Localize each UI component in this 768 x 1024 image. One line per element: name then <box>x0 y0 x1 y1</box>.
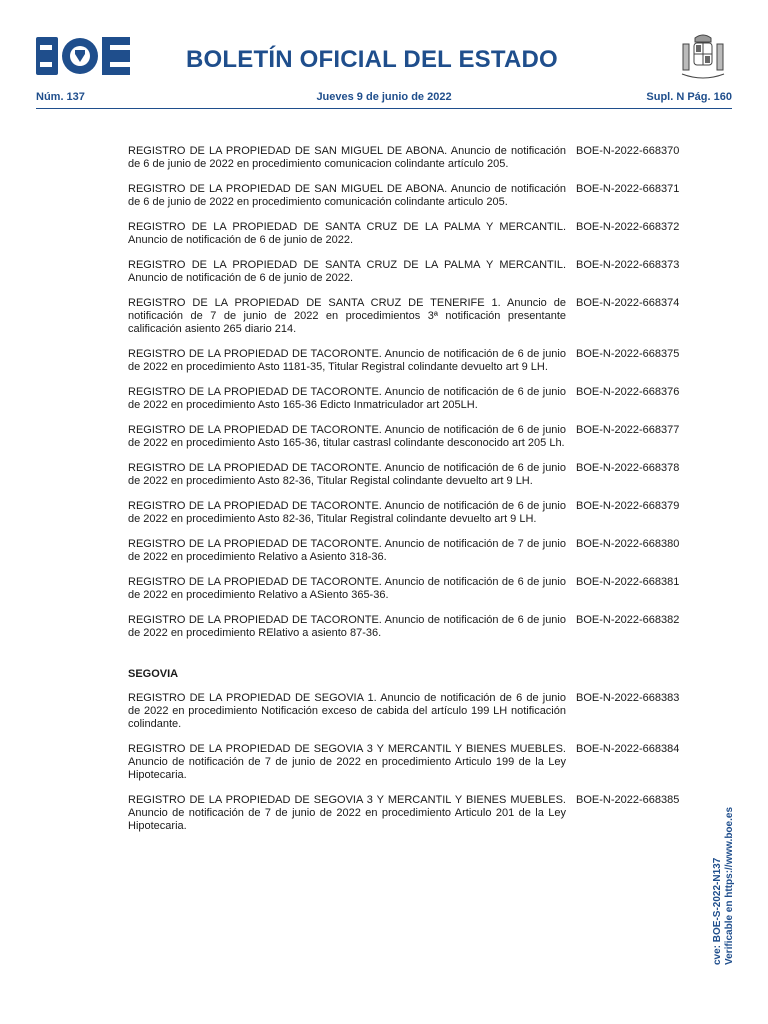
section-heading: SEGOVIA <box>128 668 179 680</box>
list-item <box>128 500 690 526</box>
list-item <box>128 424 690 450</box>
entry-reference-link[interactable]: BOE-N-2022-668385 <box>576 794 680 806</box>
list-item <box>128 538 690 564</box>
list-item <box>128 183 690 209</box>
verification-link[interactable]: Verificable en https://www.boe.es <box>724 806 735 965</box>
entry-text: REGISTRO DE LA PROPIEDAD DE TACORONTE. Anuncio de notificación de 7 de junio de 2022 en procedimiento Relativo a Asiento 318-36. <box>128 538 566 563</box>
entry-text: REGISTRO DE LA PROPIEDAD DE SEGOVIA 3 Y MERCANTIL Y BIENES MUEBLES. Anuncio de notificación de 7 de junio de 2022 en procedimiento Articulo 201 de la Ley Hipotecaria. <box>128 794 566 832</box>
page-header <box>0 0 768 120</box>
entry-reference-link[interactable]: BOE-N-2022-668374 <box>576 297 680 309</box>
list-item <box>128 614 690 640</box>
verification-sidebar <box>712 807 736 965</box>
entry-reference-link[interactable]: BOE-N-2022-668371 <box>576 183 680 195</box>
entry-reference-link[interactable]: BOE-N-2022-668378 <box>576 462 680 474</box>
page-title: BOLETÍN OFICIAL DEL ESTADO <box>186 46 558 73</box>
entry-reference-link[interactable]: BOE-N-2022-668372 <box>576 221 680 233</box>
entry-text: REGISTRO DE LA PROPIEDAD DE SANTA CRUZ DE LA PALMA Y MERCANTIL. Anuncio de notificación de 6 de junio de 2022. <box>128 221 566 246</box>
header-meta <box>36 91 732 107</box>
entry-text: REGISTRO DE LA PROPIEDAD DE SEGOVIA 3 Y MERCANTIL Y BIENES MUEBLES. Anuncio de notificación de 7 de junio de 2022 en procedimiento Articulo 199 de la Ley Hipotecaria. <box>128 743 566 781</box>
entry-reference-link[interactable]: BOE-N-2022-668382 <box>576 614 680 626</box>
list-item <box>128 348 690 374</box>
entry-text: REGISTRO DE LA PROPIEDAD DE SAN MIGUEL DE ABONA. Anuncio de notificación de 6 de junio de 2022 en procedimiento comunicacion colindante artículo 205. <box>128 145 566 170</box>
list-item <box>128 221 690 247</box>
list-item <box>128 462 690 488</box>
entry-reference-link[interactable]: BOE-N-2022-668384 <box>576 743 680 755</box>
issue-number: Núm. 137 <box>36 91 85 103</box>
entry-text: REGISTRO DE LA PROPIEDAD DE TACORONTE. Anuncio de notificación de 6 de junio de 2022 en procedimiento Asto 165-36 Edicto Inmatriculador art 205LH. <box>128 386 566 411</box>
entry-reference-link[interactable]: BOE-N-2022-668375 <box>576 348 680 360</box>
list-item <box>128 259 690 285</box>
entry-text: REGISTRO DE LA PROPIEDAD DE TACORONTE. Anuncio de notificación de 6 de junio de 2022 en procedimiento Asto 165-36, titular castrasl colindante desconocido art 205 Lh. <box>128 424 566 449</box>
entry-text: REGISTRO DE LA PROPIEDAD DE TACORONTE. Anuncio de notificación de 6 de junio de 2022 en procedimiento Asto 82-36, Titular Registal colindante devuelto art 9 LH. <box>128 462 566 487</box>
entry-text: REGISTRO DE LA PROPIEDAD DE SANTA CRUZ DE TENERIFE 1. Anuncio de notificación de 7 de junio de 2022 en procedimientos 3ª notificación presentante calificación asiento 265 diario 214. <box>128 297 566 335</box>
cve-code: cve: BOE-S-2022-N137 <box>712 857 723 965</box>
entry-reference-link[interactable]: BOE-N-2022-668383 <box>576 692 680 704</box>
entry-text: REGISTRO DE LA PROPIEDAD DE SAN MIGUEL DE ABONA. Anuncio de notificación de 6 de junio de 2022 en procedimiento comunicación colindante articulo 205. <box>128 183 566 208</box>
entry-text: REGISTRO DE LA PROPIEDAD DE TACORONTE. Anuncio de notificación de 6 de junio de 2022 en procedimiento Relativo a ASiento 365-36. <box>128 576 566 601</box>
page-number: Supl. N Pág. 160 <box>646 91 732 103</box>
entry-reference-link[interactable]: BOE-N-2022-668376 <box>576 386 680 398</box>
entry-text: REGISTRO DE LA PROPIEDAD DE TACORONTE. Anuncio de notificación de 6 de junio de 2022 en procedimiento Asto 82-36, Titular Registral colindante devuelto art 9 LH. <box>128 500 566 525</box>
list-item <box>128 743 690 782</box>
coat-of-arms-icon <box>678 30 728 80</box>
list-item <box>128 794 690 833</box>
entry-reference-link[interactable]: BOE-N-2022-668370 <box>576 145 680 157</box>
list-item <box>128 576 690 602</box>
list-item <box>128 145 690 171</box>
issue-date: Jueves 9 de junio de 2022 <box>316 91 452 103</box>
list-item <box>128 386 690 412</box>
entry-reference-link[interactable]: BOE-N-2022-668380 <box>576 538 680 550</box>
entry-text: REGISTRO DE LA PROPIEDAD DE TACORONTE. Anuncio de notificación de 6 de junio de 2022 en procedimiento RElativo a asiento 87-36. <box>128 614 566 639</box>
boe-logo <box>36 37 130 75</box>
entry-reference-link[interactable]: BOE-N-2022-668379 <box>576 500 680 512</box>
entry-reference-link[interactable]: BOE-N-2022-668373 <box>576 259 680 271</box>
entry-text: REGISTRO DE LA PROPIEDAD DE TACORONTE. Anuncio de notificación de 6 de junio de 2022 en procedimiento Asto 1181-35, Titular Registral colindante devuelto art 9 LH. <box>128 348 566 373</box>
list-item <box>128 297 690 336</box>
entry-text: REGISTRO DE LA PROPIEDAD DE SANTA CRUZ DE LA PALMA Y MERCANTIL. Anuncio de notificación de 6 de junio de 2022. <box>128 259 566 284</box>
entry-reference-link[interactable]: BOE-N-2022-668381 <box>576 576 680 588</box>
entry-reference-link[interactable]: BOE-N-2022-668377 <box>576 424 680 436</box>
document-body <box>128 145 690 845</box>
entry-text: REGISTRO DE LA PROPIEDAD DE SEGOVIA 1. Anuncio de notificación de 6 de junio de 2022 en procedimiento Notificación exceso de cabida del artículo 199 LH notificación colindante. <box>128 692 566 730</box>
header-divider <box>36 108 732 109</box>
list-item <box>128 692 690 731</box>
